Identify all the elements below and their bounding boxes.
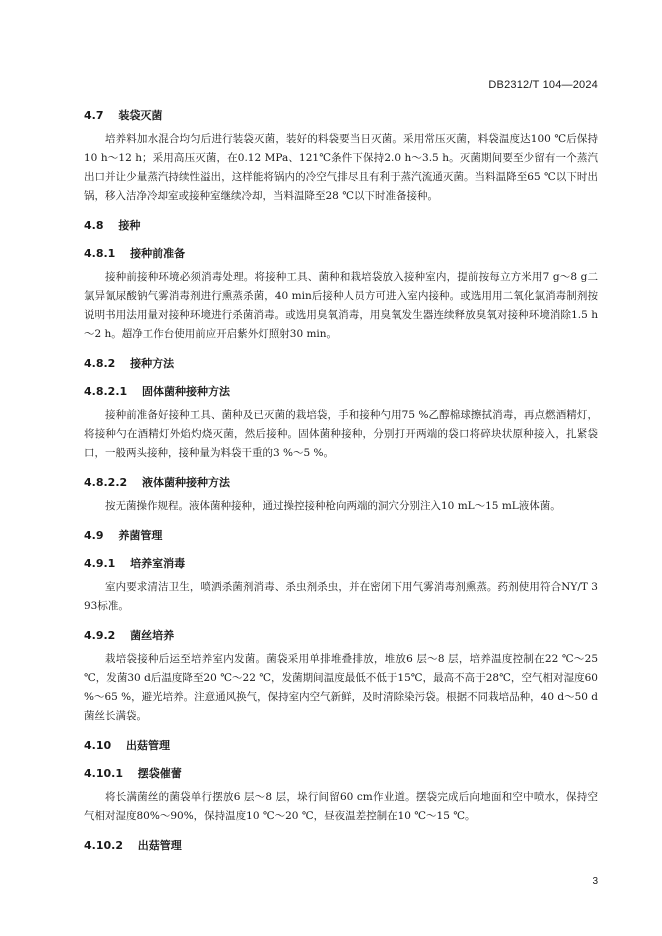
section-heading-4-8-2: 4.8.2 接种方法 [84,357,175,370]
section-heading-4-8-2-1: 4.8.2.1 固体菌种接种方法 [84,385,230,398]
section-heading-4-10-2: 4.10.2 出菇管理 [84,839,182,852]
section-heading-4-8-2-2: 4.8.2.2 液体菌种接种方法 [84,476,230,489]
section-heading-4-7: 4.7 装袋灭菌 [84,109,163,122]
document-id-header: DB2312/T 104—2024 [488,79,598,91]
section-heading-4-9: 4.9 养菌管理 [84,529,163,542]
section-paragraph-4-9-1: 室内要求清洁卫生，喷洒杀菌剂消毒、杀虫剂杀虫，并在密闭下用气雾消毒剂熏蒸。药剂使用符合NY/T 393标准。 [84,581,598,612]
section-paragraph-4-7: 培养料加水混合均匀后进行装袋灭菌，装好的料袋要当日灭菌。采用常压灭菌，料袋温度达100 ℃后保持10 h～12 h；采用高压灭菌，在0.12 MPa、121℃条件下保持2.0 h～3.5 h。灭菌期间要至少留有一个蒸汽出口并让少量蒸汽持续性溢出，这样能将锅内的冷空气排尽且有利于蒸汽流通灭菌。当料温降至65 ℃以下时出锅，移入洁净冷却室或接种室继续冷却，当料温降至28 ℃以下时准备接种。 [84,133,598,202]
section-heading-4-9-2: 4.9.2 菌丝培养 [84,629,175,642]
section-heading-4-9-1: 4.9.1 培养室消毒 [84,557,186,570]
section-heading-4-10-1: 4.10.1 摆袋催蕾 [84,767,182,780]
page-number: 3 [592,876,598,887]
section-paragraph-4-10-1: 将长满菌丝的菌袋单行摆放6 层～8 层，垛行间留60 cm作业道。摆袋完成后向地面和空中喷水，保持空气相对湿度80%～90%，保持温度10 ℃～20 ℃，昼夜温差控制在10 ℃～15 ℃。 [84,791,598,822]
section-paragraph-4-8-2-1: 接种前准备好接种工具、菌种及已灭菌的栽培袋，手和接种勺用75 %乙醇棉球擦拭消毒，再点燃酒精灯，将接种勺在酒精灯外焰灼烧灭菌，然后接种。固体菌种接种，分别打开两端的袋口将碎块状原种接入，扎紧袋口，一般两头接种，接种量为料袋干重的3 %～5 %。 [84,409,598,459]
section-heading-4-10: 4.10 出菇管理 [84,739,170,752]
section-heading-4-8-1: 4.8.1 接种前准备 [84,247,186,260]
section-heading-4-8: 4.8 接种 [84,219,141,232]
section-paragraph-4-8-2-2: 按无菌操作规程。液体菌种接种，通过操控接种枪向两端的洞穴分别注入10 mL～15 mL液体菌。 [105,500,561,512]
section-paragraph-4-9-2: 栽培袋接种后运至培养室内发菌。菌袋采用单排堆叠排放，堆放6 层～8 层，培养温度控制在22 ℃～25 ℃，发菌30 d后温度降至20 ℃～22 ℃，发菌期间温度最低不低于15℃，最高不高于28℃，空气相对湿度60 %～65 %，避光培养。注意通风换气，保持室内空气新鲜，及时清除染污袋。根据不同栽培品种，40 d～50 d菌丝长满袋。 [84,653,598,722]
section-paragraph-4-8-1: 接种前接种环境必须消毒处理。将接种工具、菌种和栽培袋放入接种室内，提前按每立方米用7 g～8 g二氯异氰尿酸钠气雾消毒剂进行熏蒸杀菌，40 min后接种人员方可进入室内接种。或选用用二氧化氯消毒制剂按说明书用法用量对接种环境进行杀菌消毒。或选用臭氧消毒，用臭氧发生器连续释放臭氧对接种环境消除1.5 h～2 h。超净工作台使用前应开启紫外灯照射30 min。 [84,271,598,340]
document-body [84,108,598,854]
